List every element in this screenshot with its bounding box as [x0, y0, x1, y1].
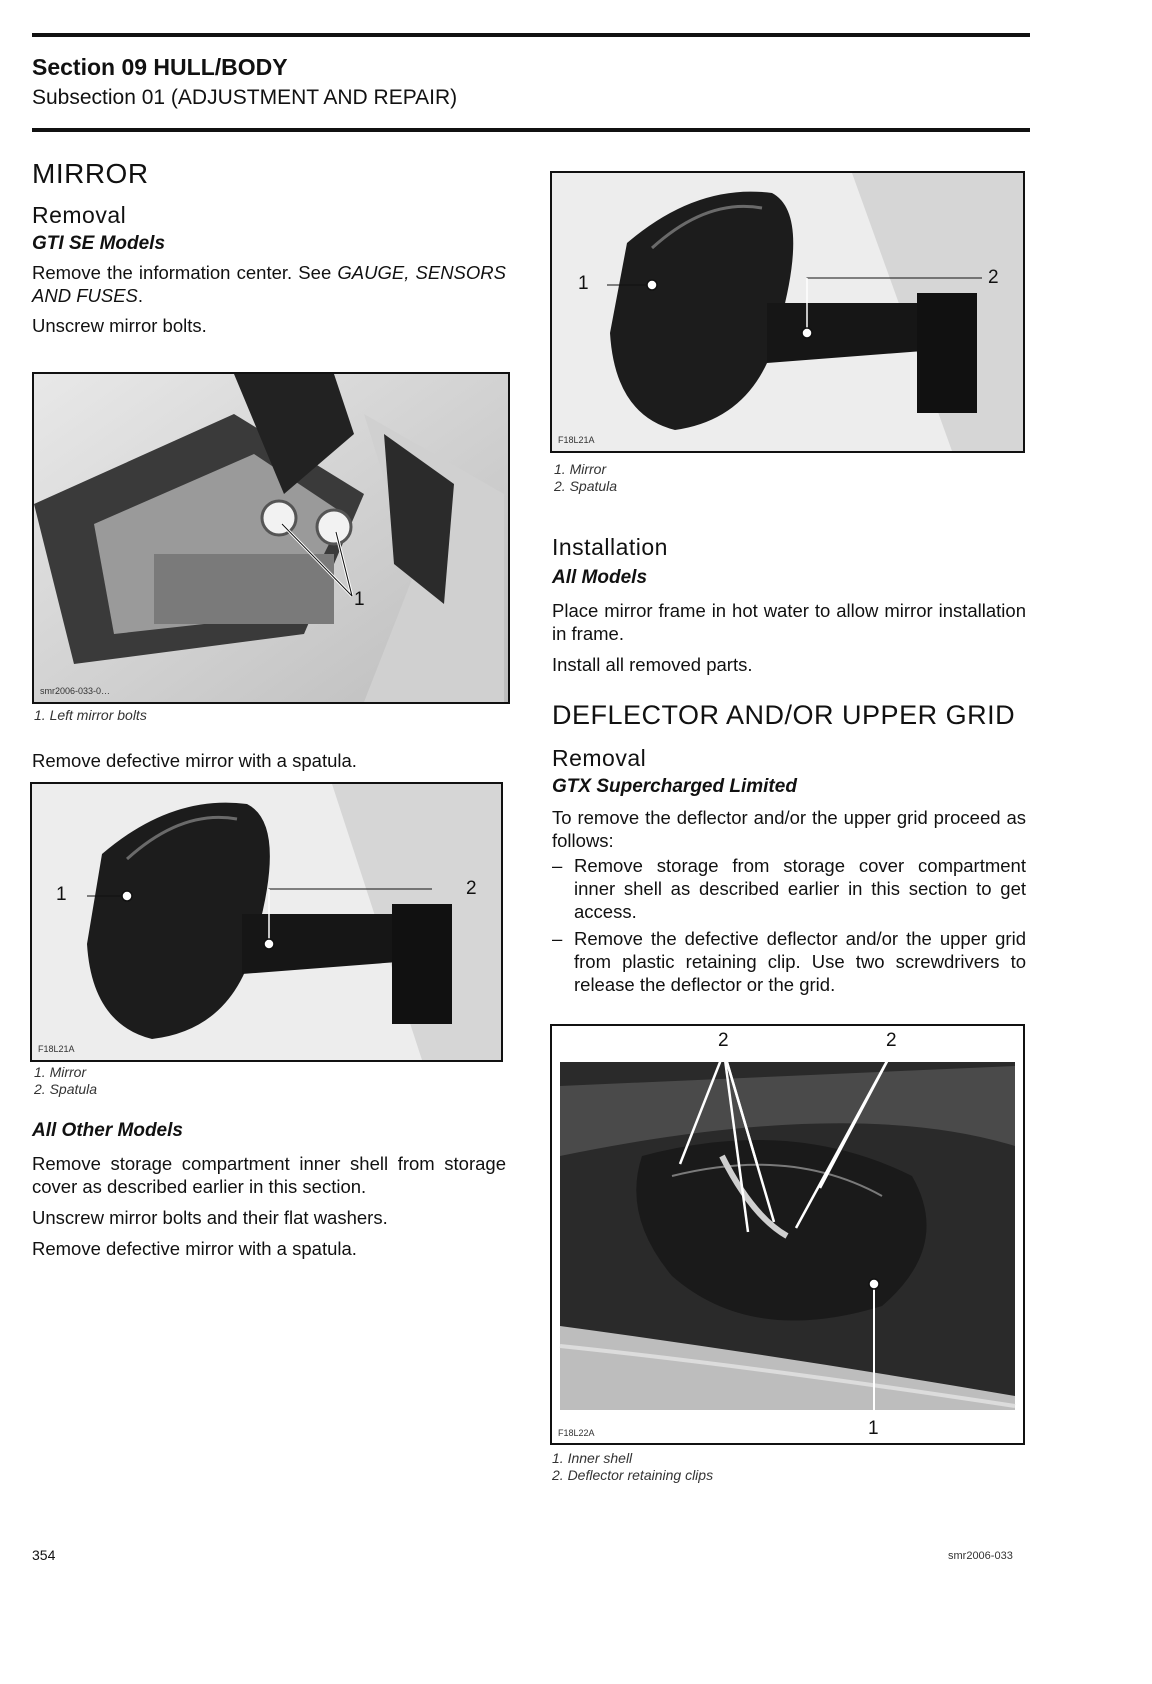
left-column [32, 158, 506, 337]
mirror-spatula-photo-right [552, 173, 1023, 451]
installation-block [552, 534, 1026, 676]
figure-2-callout-2: 2 [466, 878, 477, 899]
figure-mirror-spatula-left [30, 782, 503, 1062]
figure-4-caption-1: 1. Inner shell [552, 1450, 633, 1466]
figure-4-callout-1: 1 [868, 1418, 879, 1439]
figure-deflector-clips [550, 1024, 1025, 1445]
deflector-clips-photo [552, 1026, 1023, 1443]
gti-se-text-2: Unscrew mirror bolts. [32, 315, 207, 336]
figure-4-callout-2b: 2 [886, 1030, 897, 1051]
deflector-removal-heading: Removal [552, 745, 647, 771]
all-other-models-heading: All Other Models [32, 1120, 183, 1141]
figure-3-caption-1: 1. Mirror [554, 461, 607, 477]
figure-2-caption [34, 1064, 97, 1098]
figure-4-code: F18L22A [558, 1428, 595, 1438]
deflector-block [552, 700, 1026, 996]
remove-mirror-text: Remove defective mirror with a spatula. [32, 750, 357, 771]
bullet-dash: – [552, 928, 563, 949]
figure-1-code: smr2006-033-0… [40, 686, 111, 696]
other-models-text-3: Remove defective mirror with a spatula. [32, 1238, 357, 1259]
figure-2-callout-1: 1 [56, 884, 67, 905]
figure-3-callout-1: 1 [578, 273, 589, 294]
figure-3-caption [554, 461, 617, 495]
header-top-rule [32, 33, 1030, 37]
other-models-text-2: Unscrew mirror bolts and their flat washers. [32, 1207, 388, 1228]
gti-se-heading: GTI SE Models [32, 233, 166, 254]
subsection-title: Subsection 01 (ADJUSTMENT AND REPAIR) [32, 86, 458, 109]
bullet-dash: – [552, 855, 563, 876]
gti-text-part-a: Remove the information center. See [32, 262, 338, 283]
mirror-removal-heading: Removal [32, 202, 127, 228]
figure-2-caption-2: 2. Spatula [34, 1081, 98, 1097]
deflector-step-2 [552, 927, 1026, 996]
page-number: 354 [32, 1547, 56, 1563]
figure-1-callout-1: 1 [354, 589, 365, 610]
left-mirror-bolts-photo [34, 374, 508, 702]
gtx-heading: GTX Supercharged Limited [552, 776, 797, 797]
deflector-step-2-text: Remove the defective deflector and/or the upper grid from plastic retaining clip. Use two screwdrivers to release the deflector or the grid. [574, 928, 1026, 995]
figure-4-caption-2: 2. Deflector retaining clips [552, 1467, 714, 1483]
mirror-title: MIRROR [32, 158, 149, 189]
gti-se-text-1 [32, 261, 506, 307]
installation-heading: Installation [552, 534, 668, 560]
figure-3-code: F18L21A [558, 435, 595, 445]
header-bottom-rule [32, 128, 1030, 132]
figure-3-caption-2: 2. Spatula [554, 478, 618, 494]
figure-left-mirror-bolts [32, 372, 510, 704]
document-code: smr2006-033 [948, 1550, 1013, 1562]
figure-2-code: F18L21A [38, 1044, 75, 1054]
deflector-step-1-text: Remove storage from storage cover compartment inner shell as described earlier in this section to get access. [574, 855, 1026, 922]
all-models-heading: All Models [552, 567, 648, 588]
figure-mirror-spatula-right [550, 171, 1025, 453]
all-other-models-block [32, 1120, 506, 1260]
installation-text-1: Place mirror frame in hot water to allow mirror installation in frame. [552, 600, 1026, 644]
installation-text-2: Install all removed parts. [552, 654, 753, 675]
deflector-step-1 [552, 854, 1026, 923]
figure-1-caption: 1. Left mirror bolts [34, 707, 147, 723]
gauge-reference-link[interactable]: GAUGE, SENSORS AND FUSES [32, 262, 506, 306]
figure-2-caption-1: 1. Mirror [34, 1064, 87, 1080]
section-title: Section 09 HULL/BODY [32, 54, 288, 80]
gtx-text: To remove the deflector and/or the upper grid proceed as follows: [552, 807, 1026, 851]
figure-3-callout-2: 2 [988, 267, 999, 288]
deflector-title: DEFLECTOR AND/OR UPPER GRID [552, 700, 1016, 730]
mirror-spatula-photo-left [32, 784, 501, 1060]
gti-text-part-c: . [137, 285, 144, 306]
figure-4-caption [552, 1450, 713, 1484]
figure-4-callout-2a: 2 [718, 1030, 729, 1051]
other-models-text-1: Remove storage compartment inner shell from storage cover as described earlier in this section. [32, 1153, 506, 1197]
